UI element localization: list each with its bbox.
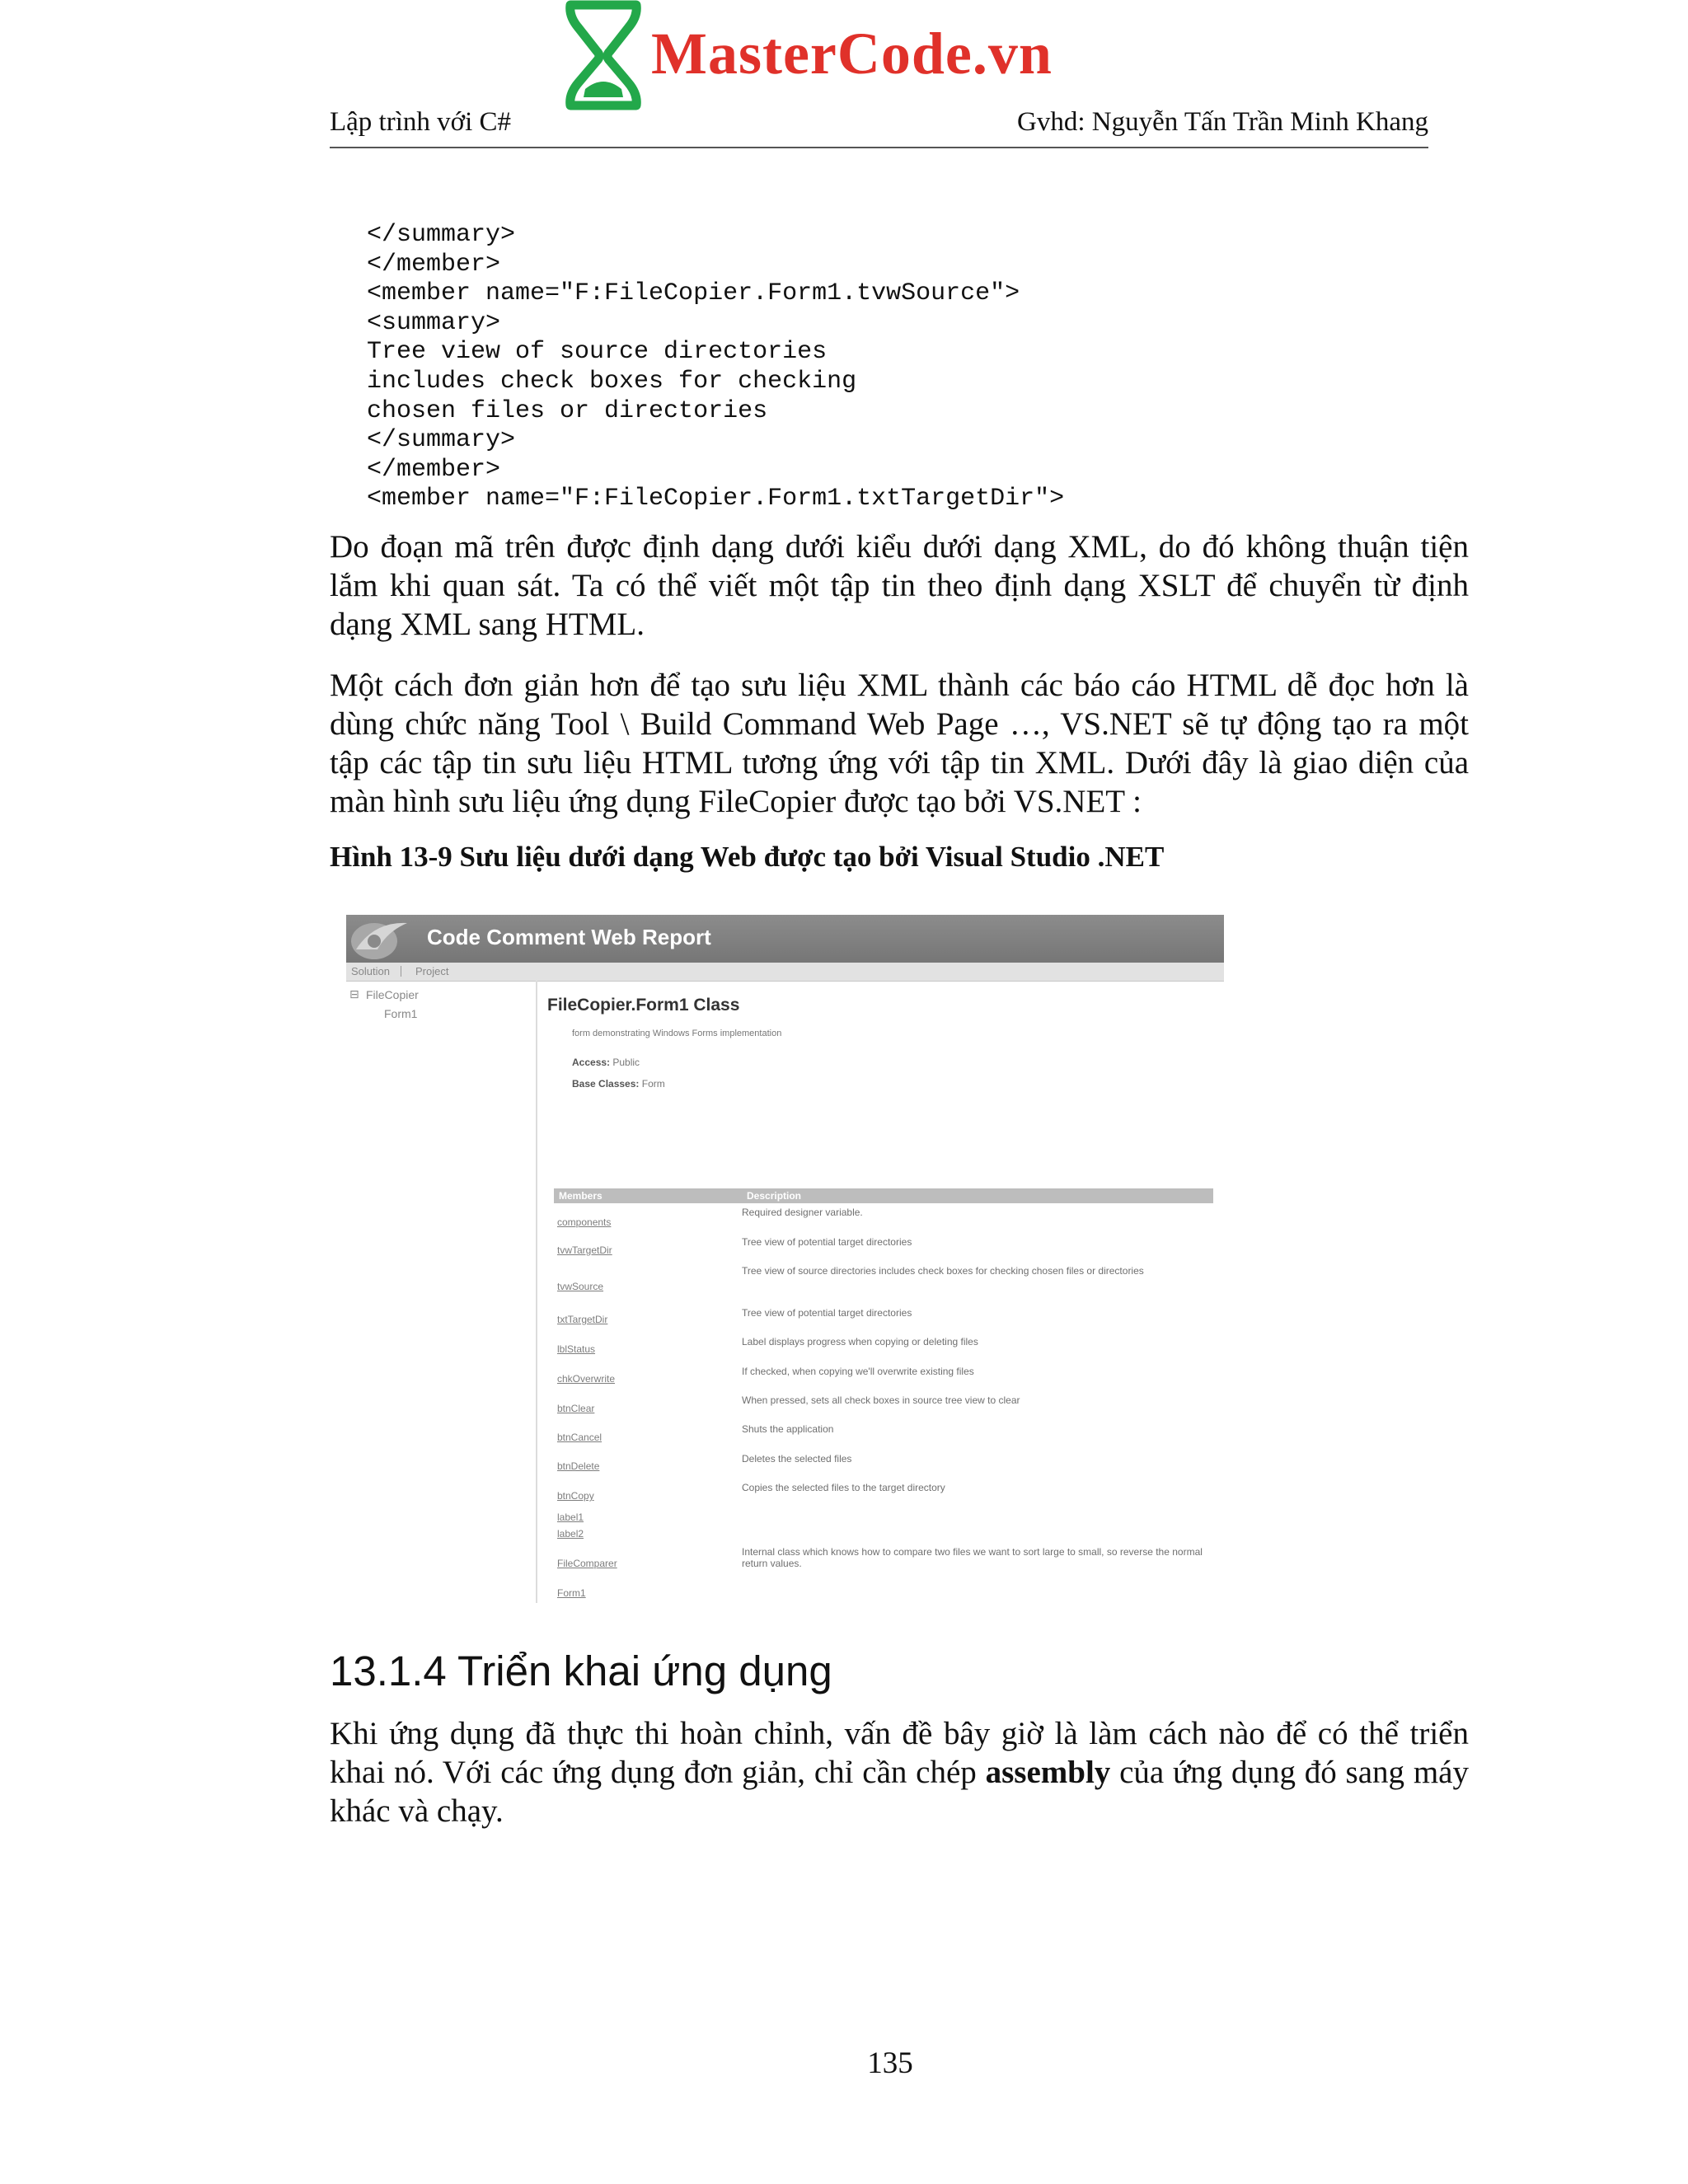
class-title: FileCopier.Form1 Class bbox=[547, 996, 740, 1015]
member-link[interactable]: label1 bbox=[557, 1511, 584, 1523]
member-link[interactable]: label2 bbox=[557, 1528, 584, 1540]
report-title: Code Comment Web Report bbox=[427, 925, 711, 949]
member-desc: Tree view of potential target directories bbox=[742, 1236, 912, 1248]
code-line: Tree view of source directories bbox=[367, 338, 828, 367]
member-link[interactable]: lblStatus bbox=[557, 1343, 596, 1355]
code-line: <member name="F:FileCopier.Form1.tvwSource"> bbox=[367, 279, 1020, 308]
paragraph-xml-note: Do đoạn mã trên được định dạng dưới kiểu dưới dạng XML, do đó không thuận tiện lắm khi quan sát. Ta có thể viết một tập tin theo định dạng XSLT để chuyển từ định dạng XML sang HTML. bbox=[330, 529, 1469, 642]
figure-caption: Hình 13-9 Sưu liệu dưới dạng Web được tạo bởi Visual Studio .NET bbox=[330, 841, 1165, 873]
member-link[interactable]: btnDelete bbox=[557, 1460, 600, 1472]
members-header: Members bbox=[559, 1190, 603, 1202]
member-link[interactable]: components bbox=[557, 1216, 612, 1228]
member-desc: Tree view of source directories includes check boxes for checking chosen files or directories bbox=[742, 1265, 1144, 1277]
access-value: Public bbox=[612, 1057, 640, 1068]
member-link[interactable]: tvwSource bbox=[557, 1281, 604, 1292]
header-right: Gvhd: Nguyễn Tấn Trần Minh Khang bbox=[1017, 107, 1428, 137]
header-left: Lập trình với C# bbox=[330, 107, 512, 137]
deployment-text-start: Khi ứng dụng đã thực thi hoàn chỉnh, vấn đề bây giờ là làm cách nào để có thể triển khai nó. Với các ứng dụng đơn giản, chỉ cần chép bbox=[330, 1716, 1469, 1790]
member-desc: Internal class which knows how to compare two files we want to sort large to small, so reverse the normal return values. bbox=[742, 1546, 1203, 1569]
member-link[interactable]: Form1 bbox=[557, 1587, 586, 1599]
code-line: </summary> bbox=[367, 426, 516, 455]
page-number: 135 bbox=[867, 2046, 913, 2080]
solution-tree bbox=[346, 981, 536, 1603]
member-link[interactable]: FileComparer bbox=[557, 1558, 617, 1569]
report-banner bbox=[346, 915, 1224, 963]
web-report-screenshot bbox=[346, 915, 1224, 1603]
logo-text: MasterCode.vn bbox=[651, 21, 1053, 87]
code-block bbox=[367, 221, 1064, 514]
paragraph-deployment bbox=[330, 1714, 1469, 1830]
members-table-header bbox=[554, 1188, 1213, 1203]
tree-expander-icon[interactable]: ⊟ bbox=[349, 987, 359, 1001]
member-link[interactable]: btnCopy bbox=[557, 1490, 594, 1502]
code-line: chosen files or directories bbox=[367, 396, 768, 425]
code-line: includes check boxes for checking bbox=[367, 367, 857, 396]
tab-solution[interactable]: Solution bbox=[351, 965, 390, 977]
section-heading: 13.1.4 Triển khai ứng dụng bbox=[330, 1647, 832, 1694]
class-doc-panel bbox=[536, 981, 1224, 1603]
member-link[interactable]: chkOverwrite bbox=[557, 1373, 616, 1385]
member-link[interactable]: btnClear bbox=[557, 1403, 595, 1414]
base-classes-label: Base Classes: bbox=[572, 1078, 640, 1090]
logo bbox=[562, 0, 1106, 110]
access-label: Access: bbox=[572, 1057, 611, 1068]
member-desc: Tree view of potential target directories bbox=[742, 1307, 912, 1319]
member-link[interactable]: btnCancel bbox=[557, 1432, 603, 1443]
base-classes-line bbox=[572, 1078, 665, 1090]
member-desc: When pressed, sets all check boxes in source tree view to clear bbox=[742, 1394, 1020, 1406]
member-link[interactable]: txtTargetDir bbox=[557, 1314, 608, 1325]
assembly-term: assembly bbox=[985, 1755, 1111, 1790]
member-desc: Deletes the selected files bbox=[742, 1453, 852, 1465]
tree-node-filecopier[interactable]: FileCopier bbox=[366, 988, 419, 1001]
member-desc: If checked, when copying we'll overwrite existing files bbox=[742, 1366, 974, 1377]
code-line: </summary> bbox=[367, 221, 516, 249]
member-link[interactable]: tvwTargetDir bbox=[557, 1244, 612, 1256]
paragraph-web-report: Một cách đơn giản hơn để tạo sưu liệu XML thành các báo cáo HTML dễ đọc hơn là dùng chức năng Tool \ Build Command Web Page …, VS.NET sẽ tự động tạo ra một tập các tập tin sưu liệu HTML tương ứng với tập tin XML. Dưới đây là giao diện của màn hình sưu liệu ứng dụng FileCopier được tạo bởi VS.NET : bbox=[330, 668, 1469, 819]
member-desc: Shuts the application bbox=[742, 1423, 834, 1435]
report-tabs bbox=[346, 963, 1224, 982]
code-line: </member> bbox=[367, 455, 501, 484]
member-desc: Required designer variable. bbox=[742, 1207, 863, 1218]
class-description: form demonstrating Windows Forms implementation bbox=[572, 1029, 782, 1038]
member-desc: Label displays progress when copying or deleting files bbox=[742, 1336, 978, 1347]
code-line: <member name="F:FileCopier.Form1.txtTargetDir"> bbox=[367, 485, 1065, 513]
tab-project[interactable]: Project bbox=[415, 965, 449, 977]
access-line bbox=[572, 1057, 640, 1068]
code-line: </member> bbox=[367, 250, 501, 279]
member-desc: Copies the selected files to the target directory bbox=[742, 1482, 945, 1493]
code-line: <summary> bbox=[367, 308, 501, 337]
base-classes-value: Form bbox=[641, 1078, 665, 1090]
hourglass-icon bbox=[562, 0, 645, 110]
deployment-text-end: của ứng dụng đó sang máy khác và chạy. bbox=[330, 1755, 1469, 1829]
description-header: Description bbox=[747, 1190, 802, 1202]
header-divider bbox=[330, 147, 1428, 148]
report-logo-icon bbox=[349, 916, 414, 961]
tree-node-form1[interactable]: Form1 bbox=[384, 1007, 418, 1020]
